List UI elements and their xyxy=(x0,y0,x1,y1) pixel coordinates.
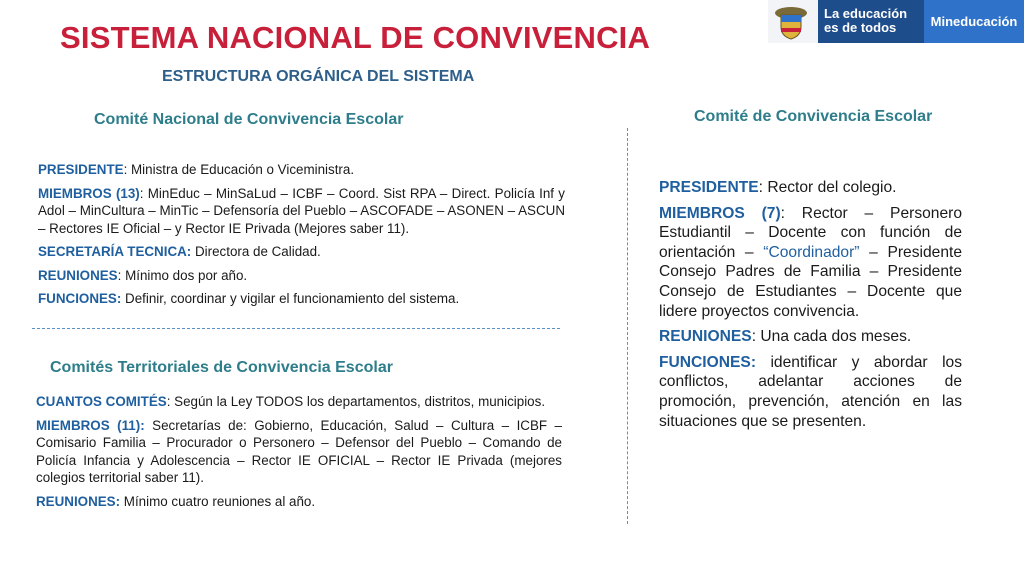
territoriales-block xyxy=(36,393,562,516)
label: FUNCIONES: xyxy=(38,291,122,306)
logo-line-2: es de todos xyxy=(824,20,897,35)
value: Directora de Calidad. xyxy=(191,244,321,259)
label: SECRETARÍA TECNICA: xyxy=(38,244,192,259)
escolar-funciones xyxy=(659,353,962,431)
value: : Rector del colegio. xyxy=(758,179,897,196)
horizontal-divider xyxy=(32,328,560,329)
territoriales-cuantos xyxy=(36,393,562,411)
label: REUNIONES: xyxy=(36,493,121,509)
nacional-funciones xyxy=(38,290,565,308)
value: identificar y abordar los conflictos, adelantar acciones de promoción, prevención, atención en las situaciones que se presenten. xyxy=(659,353,962,430)
escolar-block xyxy=(659,178,962,437)
value: : MinEduc – MinSaLud – ICBF – Coord. Sist RPA – Direct. Policía Inf y Adol – MinCultura – MinTic – Defensoría del Pueblo – ASCOFADE – ASONEN – ASCUN – Rectores IE Oficial – y Rector IE Privada (Mejores saber 11). xyxy=(38,185,565,236)
escolar-title: Comité de Convivencia Escolar xyxy=(694,108,933,125)
escolar-miembros xyxy=(659,204,962,322)
label: REUNIONES xyxy=(38,267,118,283)
nacional-title: Comité Nacional de Convivencia Escolar xyxy=(94,111,404,128)
logo-line-1: La educación xyxy=(824,6,908,21)
nacional-secretaria xyxy=(38,243,565,261)
nacional-block xyxy=(38,161,565,314)
value: Secretarías de: Gobierno, Educación, Salud – Cultura – ICBF – Comisario Familia – Procurador o Personero – Defensor del Pueblo – Comando de Policía Infancia y Adolescencia – Rector IE OFICIAL – Rector IE Privada (mejores colegios territorial saber 11). xyxy=(36,417,563,485)
escolar-presidente xyxy=(659,178,962,198)
value: Mínimo cuatro reuniones al año. xyxy=(120,493,316,509)
value: – Presidente Consejo Padres de Familia – Presidente Consejo de Estudiantes – Docente que lidere proyectos convivencia. xyxy=(659,243,963,320)
label: MIEMBROS (13) xyxy=(38,185,140,201)
value: : Según la Ley TODOS los departamentos, distritos, municipios. xyxy=(166,394,546,409)
territoriales-miembros xyxy=(36,417,562,487)
value: : Mínimo dos por año. xyxy=(117,267,248,283)
value: : Rector – Personero Estudiantil – Docente con función de orientación – xyxy=(659,204,962,261)
label: REUNIONES xyxy=(659,328,752,346)
label: PRESIDENTE xyxy=(38,162,124,177)
escolar-reuniones xyxy=(659,327,962,347)
logo-brand: Mineducación xyxy=(924,0,1024,43)
page-title: SISTEMA NACIONAL DE CONVIVENCIA xyxy=(60,20,651,55)
coat-of-arms-icon xyxy=(772,3,810,40)
territoriales-title: Comités Territoriales de Convivencia Escolar xyxy=(50,359,393,376)
vertical-divider xyxy=(627,128,628,524)
nacional-reuniones xyxy=(38,267,565,285)
logo-tagline xyxy=(818,0,924,43)
label: PRESIDENTE xyxy=(659,179,759,196)
value: Definir, coordinar y vigilar el funcionamiento del sistema. xyxy=(121,291,460,306)
nacional-miembros xyxy=(38,185,565,238)
label: MIEMBROS (7) xyxy=(659,204,781,222)
value: : Ministra de Educación o Viceministra. xyxy=(123,162,355,177)
territoriales-reuniones xyxy=(36,493,562,511)
label: MIEMBROS (11): xyxy=(36,417,145,433)
page-subtitle: ESTRUCTURA ORGÁNICA DEL SISTEMA xyxy=(162,68,475,85)
nacional-presidente xyxy=(38,161,565,179)
value: : Una cada dos meses. xyxy=(751,328,912,346)
highlight: “Coordinador” xyxy=(763,243,860,261)
label: CUANTOS COMITÉS xyxy=(36,394,167,409)
label: FUNCIONES: xyxy=(659,353,757,371)
